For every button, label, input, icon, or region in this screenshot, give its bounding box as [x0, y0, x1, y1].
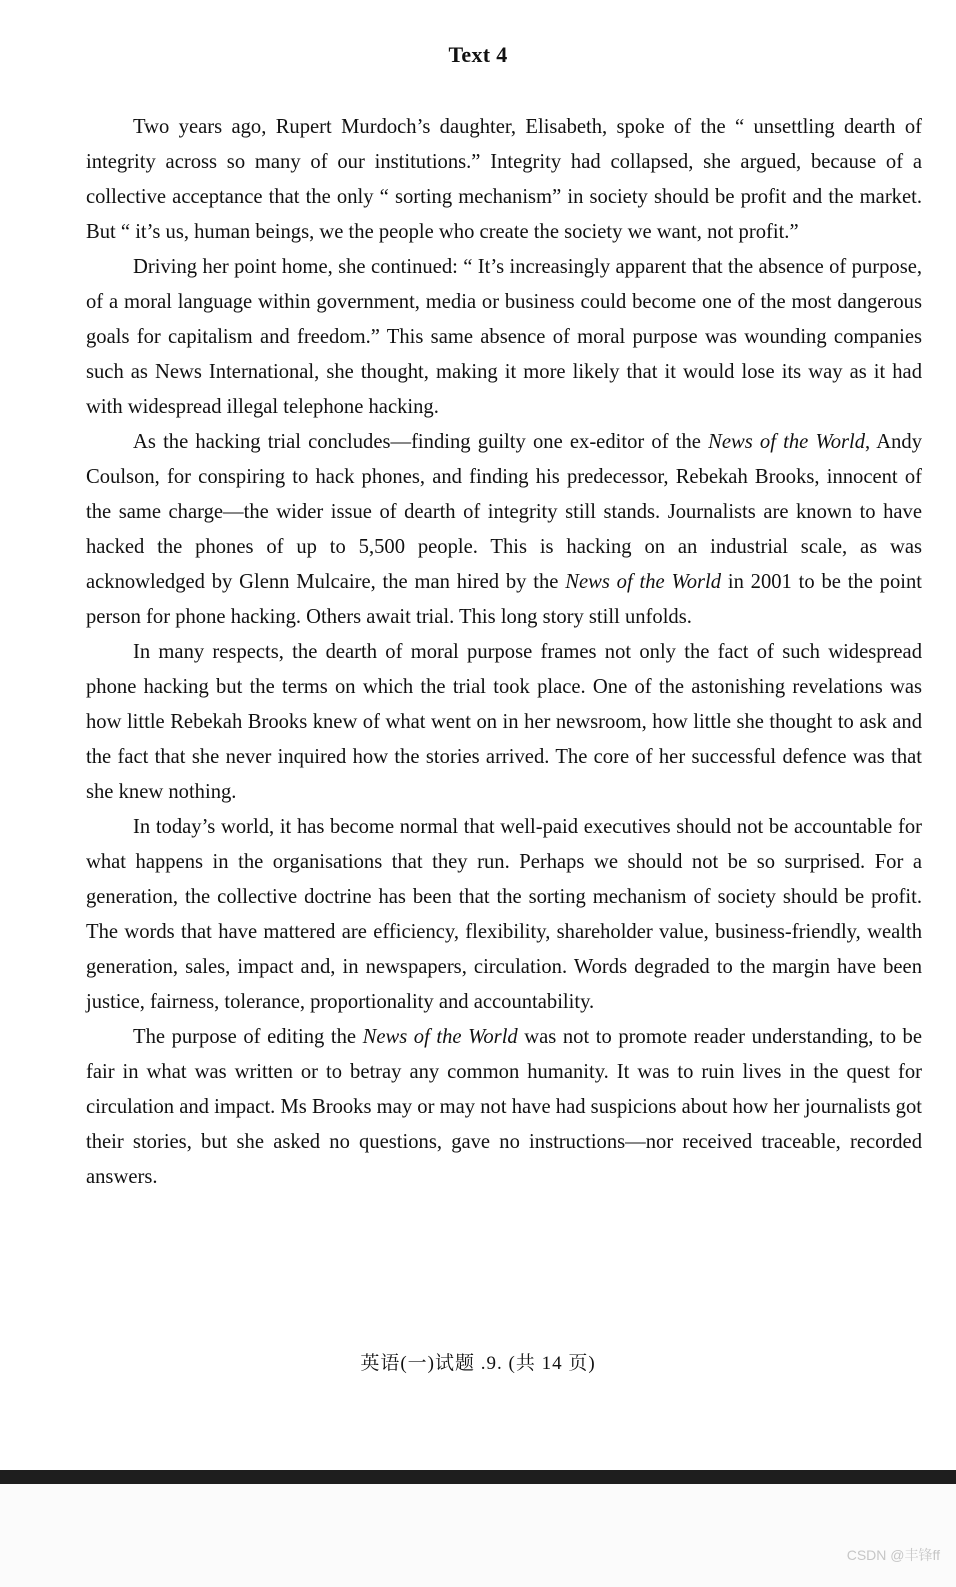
paragraph-2: Driving her point home, she continued: “ It’s increasingly apparent that the absence of purpose, of a moral language within government, media or business could become one of the most dangerous goals for capitalism and freedom.” This same absence of moral purpose was wounding companies such as News International, she thought, making it more likely that it would lose its way as it had with widespread illegal telephone hacking.: [86, 256, 922, 418]
newspaper-title: News of the World: [362, 1026, 518, 1048]
page-title: Text 4: [448, 42, 508, 67]
watermark: CSDN @丰锋ff: [846, 1547, 940, 1563]
newspaper-title: News of the World: [708, 431, 866, 453]
paragraph-1: Two years ago, Rupert Murdoch’s daughter, Elisabeth, spoke of the “ unsettling dearth of integrity across so many of our institutions.” Integrity had collapsed, she argued, because of a collective acceptance that the only “ sorting mechanism” in society should be profit and the market. But “ it’s us, human beings, we the people who create the society we want, not profit.”: [86, 116, 922, 243]
viewer-background: [0, 1484, 956, 1587]
page-divider: [0, 1470, 956, 1484]
paragraph-6: The purpose of editing the News of the World was not to promote reader understanding, to be fair in what was written or to betray any common humanity. It was to ruin lives in the quest for circulation and impact. Ms Brooks may or may not have had suspicions about how her journalists got their stories, but she asked no questions, gave no instructions—nor received traceable, recorded answers.: [86, 1026, 922, 1188]
paragraph-4: In many respects, the dearth of moral purpose frames not only the fact of such widespread phone hacking but the terms on which the trial took place. One of the astonishing revelations was how little Rebekah Brooks knew of what went on in her newsroom, how little she thought to ask and the fact that she never inquired how the stories arrived. The core of her successful defence was that she knew nothing.: [86, 641, 922, 803]
page-footer: 英语(一)试题 .9. (共 14 页): [360, 1353, 596, 1374]
paragraph-5: In today’s world, it has become normal that well-paid executives should not be accountable for what happens in the organisations that they run. Perhaps we should not be so surprised. For a generation, the collective doctrine has been that the sorting mechanism of society should be profit. The words that have mattered are efficiency, flexibility, shareholder value, business-friendly, wealth generation, sales, impact and, in newspapers, circulation. Words degraded to the margin have been justice, fairness, tolerance, proportionality and accountability.: [86, 816, 922, 1013]
article-body: [86, 110, 922, 1195]
newspaper-title: News of the World: [565, 571, 722, 593]
paragraph-3: As the hacking trial concludes—finding guilty one ex-editor of the News of the World, Andy Coulson, for conspiring to hack phones, and finding his predecessor, Rebekah Brooks, innocent of the same charge—the wider issue of dearth of integrity still stands. Journalists are known to have hacked the phones of up to 5,500 people. This is hacking on an industrial scale, as was acknowledged by Glenn Mulcaire, the man hired by the News of the World in 2001 to be the point person for phone hacking. Others await trial. This long story still unfolds.: [86, 431, 923, 628]
